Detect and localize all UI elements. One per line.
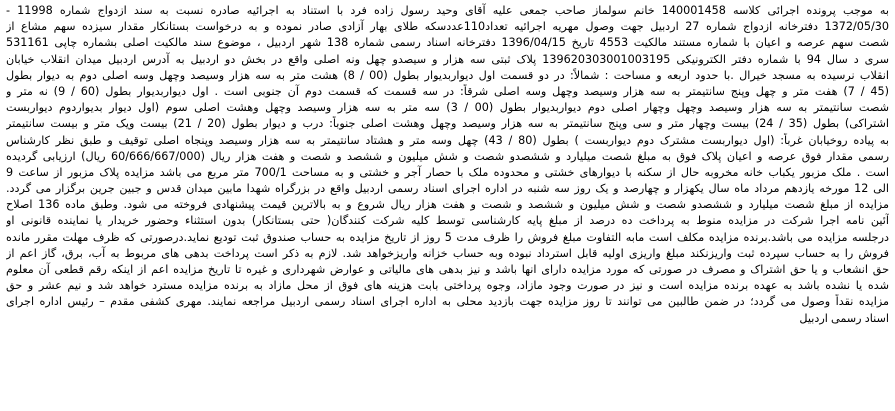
notice-line: به موجب پرونده اجرائی کلاسه 140001458 خانم سولماز صاحب جمعی علیه آقای وحید رسول زاده فرد با استناد به اجرائیه صادره نسبت به سند ازدواج شماره 11998 - bbox=[6, 4, 889, 17]
notice-line: شده یا نشده باشد به عهده برنده مزایده است و نیز در صورت وجود مازاد، وجوه پرداختی بابت هزینه های فوق از محل مازاد به برنده مزایده مسترد خواهد شد و نیم عشر و حق bbox=[6, 279, 889, 293]
notice-line: انقلاب نرسیده به مسجد خیرال .با حدود اربعه و مساحت : شمالاً: در دو قسمت اول دیواربدیوار بطول (00 / 8) هشت متر به سه هزار وسیصد وچهل وسه اصلی دوم به دیوار بطول bbox=[6, 68, 889, 82]
notice-line: شصت سانتیمتر به سه هزار وسیصد وچهل وچهار اصلی دوم دیواربدیوار بطول (00 / 3) سه متر به سه هزار وسیصد وچهل وهشت اصلی سوم (اول دیوار بدیواردوم دیواربست bbox=[6, 101, 889, 115]
notice-line: رسمی مقدار فوق عرصه و اعیان پلاک فوق به مبلغ شصت میلیارد و ششصدو شصت و شش میلیون و ششصد و شصت و هفت هزار ریال (60/666/667/000 ریال) ارزیابی گردیده bbox=[6, 149, 889, 163]
notice-line: فروش را به حساب سپرده ثبت واریزنکند مبلغ واریزی اولیه قابل استرداد نبوده وبه حساب خزانه واریزخواهد شد. لازم به ذکر است پرداخت بدهی های مربوط به آب، برق، گاز اعم از bbox=[6, 246, 889, 260]
notice-line: به پیاده روخیابان غرباً: (اول دیواربست مشترک دوم دیواربست ) بطول (80 / 43) چهل وسه متر و هشتاد سانتیمتر به سه هزار وسیصد وپنجاه اصلی توقیف و طبق نظر کارشناس bbox=[6, 133, 889, 147]
notice-line: است . ملک مزبور یکباب خانه مخروبه حال از سکنه با دیوارهای خشتی و محدوده ملک با حصار آجر و خشتی و به مساحت 700/1 متر مربع می باشد مزایده پلاک مزبور از ساعت 9 bbox=[6, 165, 889, 179]
notice-line: الی 12 مورخه یازدهم مرداد ماه سال یکهزار و چهارصد و یک روز سه شنبه در اداره اجرای اسناد رسمی اردبیل واقع در بزرگراه شهدا مابین میدان قدس و جبین جرین برگزار می گردد. bbox=[6, 182, 889, 196]
notice-line: اشتراکی) بطول (35 / 24) بیست وچهار متر و سی وپنج سانتیمتر به سه هزار وسیصد وچهل وهشت اصلی جنوباً: درب و دیوار بطول (20 / 21) بیست ویک متر و بیست سانتیمتر bbox=[6, 117, 889, 131]
notice-line: مزایده نقداً وصول می گردد؛ در ضمن طالبین می توانند تا روز مزایده جهت بازدید محلی به اداره اجرای اسناد رسمی اردبیل مراجعه نمایند. مهری کشفی مقدم – رئیس اداره اجرای bbox=[6, 295, 889, 309]
notice-line: 1372/05/30 دفترخانه ازدواج شماره 27 اردبیل جهت وصول مهریه اجرائیه تعداد110عددسکه طلای بهار آزادی صادر نموده و به درخواست بستانکار مقدار سیزده سهم مشاع از bbox=[6, 20, 889, 34]
notice-line: شصت سهم عرصه و اعیان با شماره مستند مالکیت 4553 تاریخ 1396/04/15 دفترخانه اسناد رسمی شماره 138 شهر اردبیل ، موضوع سند مالکیت اصلی بشماره چاپی 531161 bbox=[6, 36, 889, 50]
notice-line: حق انشعاب و یا حق اشتراک و مصرف در صورتی که مورد مزایده دارای انها باشد و نیز بدهی های مالیاتی و عوارض شهرداری و غیره تا تاریخ مزایده اعم از اینکه رقم قطعی آن معلوم bbox=[6, 263, 889, 276]
notice-line: مزایده از مبلغ شصت میلیارد و ششصدو شصت و شش میلیون و ششصد و شصت و هفت هزار ریال شروع و به بالاترین قیمت پیشنهادی فروخته می شود. وطبق ماده 136 اصلاح bbox=[6, 198, 889, 212]
notice-signature-line: اسناد رسمی اردبیل bbox=[799, 311, 889, 325]
notice-line: آئین نامه اجرا شرکت در مزایده منوط به پرداخت ده درصد از مبلغ پایه کارشناسی توسط کلیه شرکت کنندگان( حتی بستانکار) بدون استثناء وحضور خریدار یا نماینده قانونی او bbox=[6, 214, 889, 228]
notice-line: درجلسه مزایده می باشد.برنده مزایده مکلف است مابه التفاوت مبلغ فروش را ظرف مدت 5 روز از تاریخ مزایده به حساب صندوق ثبت تودیع نماید.درصورتی که ظرف مهلت مقرر مانده bbox=[6, 230, 889, 244]
notice-line: (45 / 7) هفت متر و چهل وپنج سانتیمتر به سه هزار وسیصد وچهل وسه اصلی شرقاً: در سه قسمت که قسمت دوم آن جنوبی است . اول دیواربدیوار بطول (60 / 9) نه متر و bbox=[6, 84, 889, 98]
notice-line: سری د سال 94 با شماره دفتر الکترونیکی 139620303001003195 پلاک ثبتی سه هزار و سیصدو چهل ونه اصلی واقع در بخش دو اردبیل به آدرس اردبیل میدان انقلاب خیابان bbox=[6, 52, 889, 66]
